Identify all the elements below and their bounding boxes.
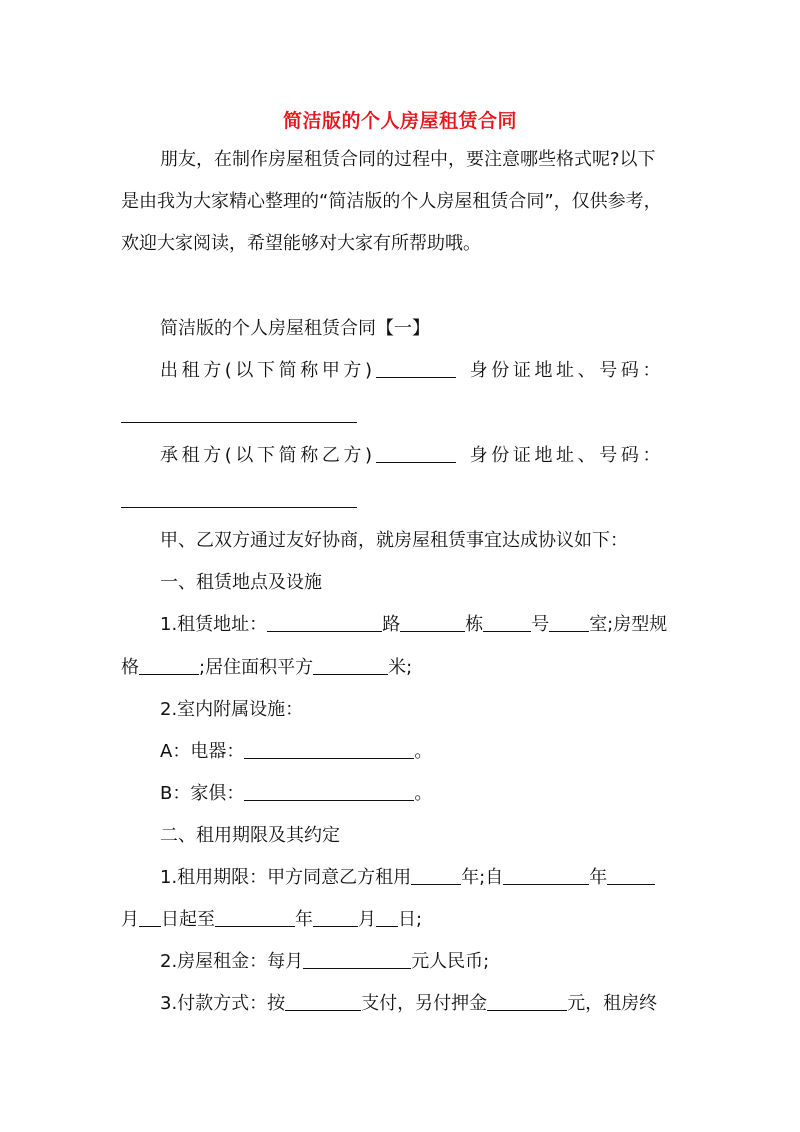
lessee-id-blank [121,507,357,508]
term-year2-label: 年 [589,867,608,888]
rent-unit: 元人民币; [411,951,490,972]
rent-label: 2.房屋租金：每月 [160,951,304,972]
deposit-blank [487,992,567,1011]
address-blank [267,613,382,632]
end-day-label: 日; [398,909,423,930]
end-year-blank [215,908,295,927]
road-blank [400,613,465,632]
layout-line [121,656,412,680]
term-start-year-blank [503,866,589,885]
agreement-text: 甲、乙双方通过友好协商，就房屋租赁事宜达成协议如下： [160,530,628,551]
section2-heading: 二、租用期限及其约定 [160,825,340,846]
lessor-name-blank [376,359,456,378]
rent-blank [303,950,411,969]
end-year-label: 年 [295,909,313,930]
start-day-blank [139,908,161,927]
layout-blank [139,656,199,675]
intro-line-2: 是由我为大家精心整理的“简洁版的个人房屋租赁合同”，仅供参考， [121,191,662,212]
lessee-label: 承租方(以下简称乙方) [160,445,376,466]
payment-line [160,992,657,1016]
lessor-label: 出租方(以下简称甲方) [160,360,376,381]
term-line [160,866,655,890]
road-label: 路 [382,614,401,635]
contract-heading: 简洁版的个人房屋租赁合同【一】 [160,318,430,339]
number-label: 号 [531,614,550,635]
appliances-end: 。 [414,741,433,762]
payment-mid: 支付，另付押金 [361,993,488,1014]
lessor-id-blank [121,422,357,423]
intro-line-1: 朋友，在制作房屋租赁合同的过程中，要注意哪些格式呢?以下 [160,149,656,170]
furniture-line [160,782,432,806]
month-label: 月 [121,909,139,930]
term-year-label: 年;自 [461,867,504,888]
intro-line-3: 欢迎大家阅读，希望能够对大家有所帮助哦。 [121,233,481,254]
lessee-name-blank [376,444,456,463]
term-years-blank [411,866,461,885]
building-label: 栋 [465,614,484,635]
term-line-2 [121,908,422,932]
lessee-line [160,444,664,468]
section1-heading: 一、租赁地点及设施 [160,572,322,593]
number-blank [549,613,589,632]
room-label: 室;房型规 [589,614,668,635]
term-label: 1.租用期限：甲方同意乙方租用 [160,867,412,888]
furniture-end: 。 [414,783,433,804]
area-unit: 米; [388,657,413,678]
address-line [160,613,667,637]
rent-line [160,950,489,974]
document-title: 简洁版的个人房屋租赁合同 [282,110,517,132]
furniture-label: B：家俱： [160,783,245,804]
lessor-id-label: 身份证地址、号码： [469,360,665,381]
payment-end: 元，租房终 [567,993,658,1014]
day-from-label: 日起至 [161,909,215,930]
layout-label: 格 [121,657,139,678]
area-blank [313,656,388,675]
facilities-heading: 2.室内附属设施： [160,699,304,720]
lessee-id-label: 身份证地址、号码： [469,445,665,466]
payment-label: 3.付款方式：按 [160,993,286,1014]
end-day-blank [376,908,398,927]
appliances-blank [244,740,414,759]
appliances-label: A：电器： [160,741,245,762]
end-month-blank [313,908,358,927]
appliances-line [160,740,432,764]
end-month-label: 月 [358,909,376,930]
building-blank [483,613,531,632]
address-label: 1.租赁地址： [160,614,268,635]
term-start-month-blank [607,866,655,885]
area-label: ;居住面积平方 [199,657,314,678]
lessor-line [160,359,664,383]
payment-method-blank [285,992,361,1011]
furniture-blank [244,782,414,801]
